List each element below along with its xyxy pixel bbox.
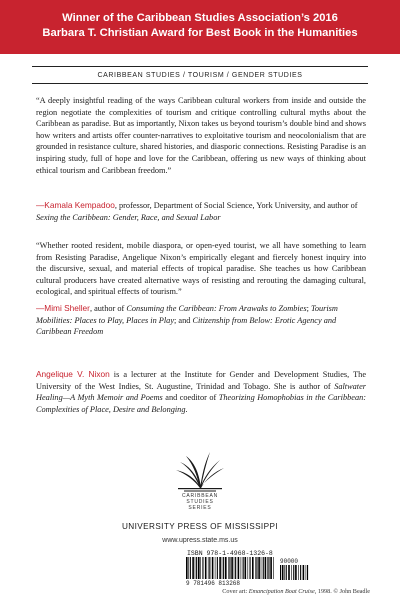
blurb-2-sep-2: ; and — [174, 315, 193, 325]
price-code: 90000 — [280, 558, 299, 565]
award-line-1: Winner of the Caribbean Studies Association’s 2016 — [62, 12, 338, 24]
series-line-3: SERIES — [188, 505, 212, 512]
bio-book-1: Saltwater Healing—A Myth Memoir and Poems — [36, 381, 366, 403]
blurb-2-book-3: Citizenship from Below: Erotic Agency and Caribbean Freedom — [36, 315, 337, 337]
award-banner — [0, 0, 400, 54]
publisher-name: UNIVERSITY PRESS OF MISSISSIPPI — [121, 522, 279, 531]
blurb-1-book: Sexing the Caribbean: Gender, Race, and Sexual Labor — [36, 212, 221, 222]
price-barcode — [280, 565, 310, 580]
blurb-2-book-1: Consuming the Caribbean: From Arawaks to Zombies — [126, 304, 307, 313]
series-line-2: STUDIES — [186, 499, 214, 506]
award-line-2: Barbara T. Christian Award for Best Book in the Humanities — [42, 27, 358, 39]
blurb-2-quote: “Whether rooted resident, mobile diaspora, or open-eyed tourist, we all have something to learn from Resisting Paradise, Angelique Nixon’s empirically elegant and fiercely honest inquiry into the discursive, sexual, and material effects of tropical paradise. She teaches us how Caribbean cultural producers have created alternative ways of resisting and rerouting the damaging cultural, ecological, and spiritual effects of tourism.” — [36, 241, 366, 297]
blurb-1-author: —Kamala Kempadoo — [36, 200, 115, 210]
blurb-1-attribution — [36, 200, 366, 223]
cover-credit-prefix: Cover art: — [222, 588, 249, 595]
series-label — [0, 493, 400, 512]
cover-credit-title: Emancipation Boat Cruise — [248, 588, 315, 595]
isbn: ISBN 978-1-4968-1326-8 — [187, 550, 273, 557]
blurb-2-sep-1: ; — [306, 304, 311, 313]
blurb-2-attribution — [36, 303, 366, 338]
blurb-2-affiliation: , author of — [89, 304, 127, 313]
bio-text-2: and coeditor of — [162, 393, 219, 403]
series-line-1: CARIBBEAN — [181, 493, 219, 499]
cover-credit-suffix: , 1998. © John Beadle — [314, 588, 370, 595]
blurb-2-book-2: Tourism Mobilities: Places to Play, Places in Play — [36, 304, 338, 325]
subject-categories: CARIBBEAN STUDIES / TOURISM / GENDER STUDIES — [97, 72, 303, 79]
blurb-1-quote: “A deeply insightful reading of the ways Caribbean cultural workers from inside and outside the region negotiate the complexities of tourism and critique controlling cultural myths about the Caribbean as paradise. But as importantly, Nixon takes us beyond tourism’s double bind and shows how writers and artists offer counter-narratives to exploitative tourism and neocolonialism that are grounded in resistance culture, shared histories, and diasporic connections. Resisting Paradise is an inspiring study, full of hope and love for the Caribbean, offering us new ways of thinking about ethical tourism and Caribbean freedom.” — [36, 96, 366, 175]
blurb-1-affiliation: , professor, Department of Social Science, York University, and author of — [114, 201, 358, 210]
category-rule — [32, 83, 368, 84]
bio-author-name: Angelique V. Nixon — [36, 369, 110, 379]
author-bio — [36, 369, 366, 415]
cover-credit — [222, 588, 370, 595]
publisher-url: www.upress.state.ms.us — [162, 537, 238, 544]
bio-text-1: is a lecturer at the Institute for Gender and Development Studies, The University of the West Indies, St. Augustine, Trinidad and Tobago. She is author of — [36, 370, 367, 391]
bio-book-2: Theorizing Homophobias in the Caribbean: Complexities of Place, Desire and Belonging — [36, 393, 367, 414]
barcode — [186, 557, 276, 579]
barcode-number: 9 781496 813268 — [186, 580, 241, 587]
top-rule — [32, 66, 368, 67]
series-logo-icon — [170, 448, 230, 492]
blurb-2-author: —Mimi Sheller — [36, 303, 90, 313]
bio-text-3: . — [185, 404, 188, 414]
